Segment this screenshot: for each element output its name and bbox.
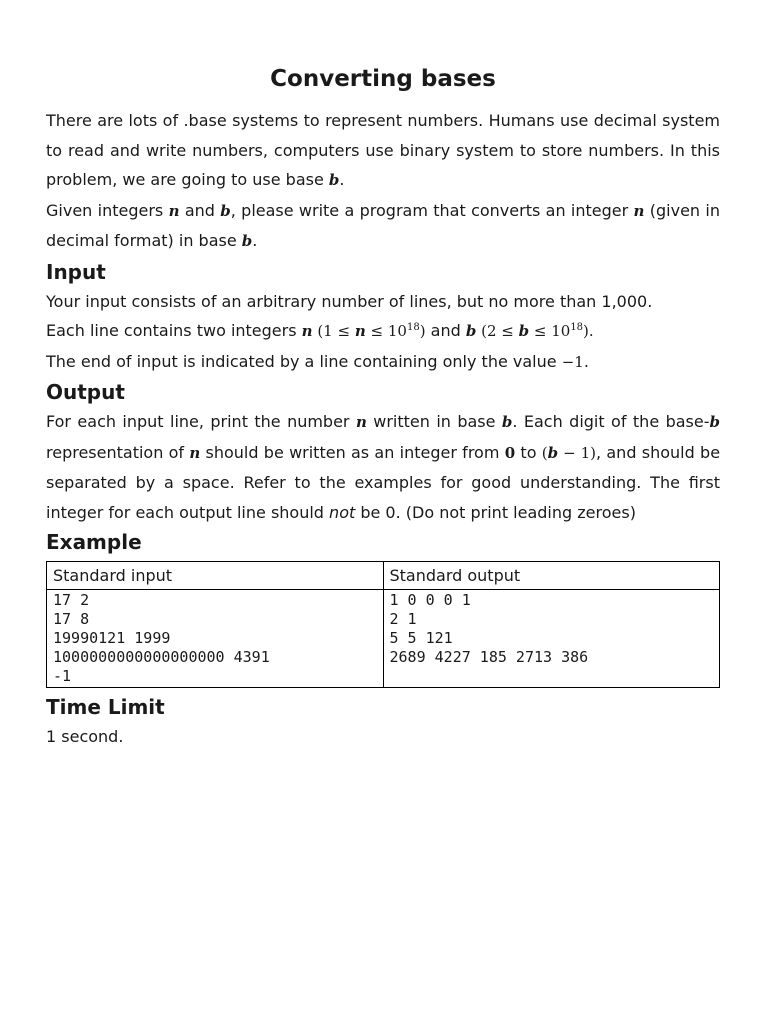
math-exponent: 18 <box>570 322 584 333</box>
sample-output-line: 2689 4227 185 2713 386 <box>389 648 589 666</box>
output-text: be 0. (Do not print leading zeroes) <box>355 502 636 522</box>
math-var-n: n <box>168 201 180 220</box>
output-heading: Output <box>46 380 125 404</box>
output-text: should be written as an integer from <box>200 442 505 462</box>
sample-input-line: 17 2 <box>53 591 90 609</box>
input-text: and <box>425 321 466 340</box>
math-var-b: b <box>220 201 231 220</box>
problem-page <box>46 62 720 752</box>
math-text: − 1) <box>558 443 597 462</box>
math-var-n: n <box>189 443 201 462</box>
math-var-b: b <box>518 322 530 340</box>
math-text: (2 ≤ <box>476 322 519 340</box>
sample-output-cell <box>383 590 720 688</box>
math-var-n: n <box>354 322 366 340</box>
example-heading: Example <box>46 530 142 554</box>
intro-text: There are lots of .base systems to represent numbers. Humans use decimal system to read and write numbers, computers use binary system to store numbers. In this problem, we are going to use base <box>46 111 720 189</box>
math-var-b: b <box>241 232 253 250</box>
input-line-2 <box>46 316 720 347</box>
time-limit-heading: Time Limit <box>46 695 165 719</box>
sample-output-line: 1 0 0 0 1 <box>389 591 471 609</box>
example-table <box>46 561 720 688</box>
math-var-b: b <box>465 322 477 340</box>
input-text: The end of input is indicated by a line containing only the value <box>46 351 562 371</box>
column-header-output: Standard output <box>383 562 720 590</box>
constraint-n <box>313 322 426 340</box>
time-limit-text: 1 second. <box>46 727 124 746</box>
input-text: Each line contains two integers <box>46 321 302 340</box>
intro-text: , please write a program that converts an integer <box>230 200 634 220</box>
math-var-b: b <box>709 413 720 431</box>
sample-input-line: 17 8 <box>53 610 90 628</box>
problem-title: Converting bases <box>270 66 496 92</box>
math-var-n: n <box>633 201 645 220</box>
sample-output-line: 2 1 <box>389 610 417 628</box>
intro-paragraph-1 <box>46 106 720 196</box>
math-exponent: 18 <box>406 322 420 333</box>
math-var-b: b <box>501 413 513 431</box>
math-text: ) <box>419 322 426 340</box>
math-var-b: b <box>328 171 340 189</box>
sample-input-cell <box>47 590 384 688</box>
output-text: representation of <box>46 442 190 462</box>
math-text: ≤ 10 <box>365 322 407 340</box>
math-range <box>542 444 596 462</box>
intro-text: and <box>179 200 221 220</box>
math-text: (1 ≤ <box>312 322 355 340</box>
input-text: . <box>583 351 589 371</box>
output-text: written in base <box>366 412 502 431</box>
constraint-b <box>476 322 593 340</box>
math-text: ). <box>583 322 594 340</box>
intro-text: . <box>252 231 258 250</box>
math-value: −1 <box>561 352 584 371</box>
input-line-1: Your input consists of an arbitrary number of lines, but no more than 1,000. <box>46 291 653 311</box>
sample-output-line: 5 5 121 <box>389 629 453 647</box>
output-text: . Each digit of the base- <box>512 412 710 431</box>
math-var-n: n <box>301 322 313 340</box>
math-var-b: b <box>547 443 559 462</box>
sample-input-line: 1000000000000000000 4391 <box>53 648 270 666</box>
input-heading: Input <box>46 259 106 284</box>
output-paragraph <box>46 407 720 527</box>
sample-input-line: 19990121 1999 <box>53 629 171 647</box>
output-text: , and should be separated by a space. Refer to the examples for good understanding. The first integer for each output line should <box>46 442 721 522</box>
intro-paragraph-2 <box>46 196 720 257</box>
sample-input-line: -1 <box>53 667 72 685</box>
output-text: to <box>515 442 542 462</box>
math-text: ( <box>541 443 548 462</box>
example-data-row <box>47 590 720 688</box>
intro-text: Given integers <box>46 200 169 220</box>
input-line-3 <box>46 347 720 378</box>
output-text: For each input line, print the number <box>46 412 356 431</box>
math-var-n: n <box>355 413 367 431</box>
math-text: ≤ 10 <box>529 322 571 340</box>
math-value: 0 <box>504 443 516 462</box>
intro-text: (given in decimal format) in base <box>46 200 720 250</box>
example-header-row <box>47 562 720 590</box>
emphasis-not: not <box>329 502 356 522</box>
column-header-input: Standard input <box>47 562 384 590</box>
intro-text: . <box>339 170 345 189</box>
